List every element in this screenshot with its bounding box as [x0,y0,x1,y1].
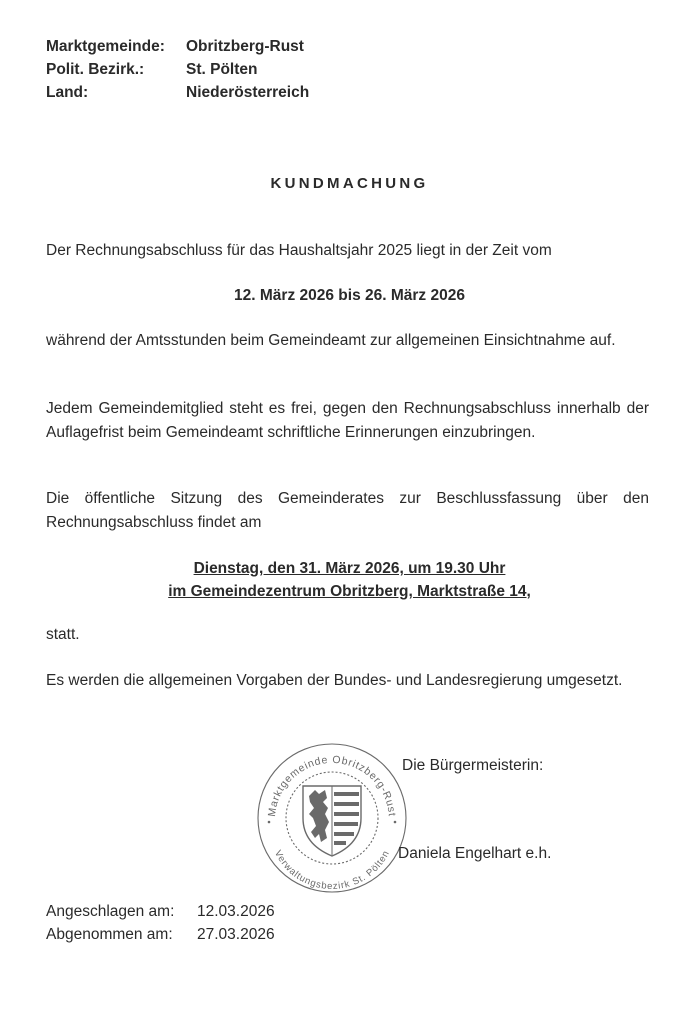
municipality-header [46,35,309,104]
header-row-district [46,58,309,81]
header-row-state [46,81,309,104]
paragraph-statt: statt. [46,626,80,643]
signature-title: Die Bürgermeisterin: [402,757,544,774]
footer-label: Abgenommen am: [46,926,173,943]
meeting-date-line: Dienstag, den 31. März 2026, um 19.30 Uhr [193,560,506,577]
paragraph-meeting-intro: Die öffentliche Sitzung des Gemeinderates zur Beschlussfassung über den Rechnungsabschluss findet am [46,490,649,531]
header-label: Land: [46,84,89,101]
footer-row-removed [46,923,275,946]
header-label: Marktgemeinde: [46,38,165,55]
footer-value: 27.03.2026 [197,926,275,943]
document-title: KUNDMACHUNG [270,175,429,192]
signature-name: Daniela Engelhart e.h. [398,845,552,862]
footer-label: Angeschlagen am: [46,903,175,920]
header-value: Niederösterreich [186,84,310,101]
paragraph-office-hours: während der Amtsstunden beim Gemeindeamt zur allgemeinen Einsichtnahme auf. [46,332,616,349]
inspection-dates: 12. März 2026 bis 26. März 2026 [234,287,465,304]
footer-value: 12.03.2026 [197,903,275,920]
meeting-location-line: im Gemeindezentrum Obritzberg, Marktstraße 14, [168,583,531,600]
meeting-details [0,557,699,603]
paragraph-objections: Jedem Gemeindemitglied steht es frei, gegen den Rechnungsabschluss innerhalb der Auflagefrist beim Gemeindeamt schriftliche Erinnerungen einzubringen. [46,400,649,441]
header-label: Polit. Bezirk.: [46,61,145,78]
coat-of-arms-icon [303,786,361,856]
posting-dates [46,900,275,946]
seal-text-bottom: Verwaltungsbezirk St. Pölten [271,848,393,893]
footer-row-posted [46,900,275,923]
header-value: St. Pölten [186,61,258,78]
seal-text-top: Marktgemeinde Obritzberg-Rust [265,753,398,818]
paragraph-regulations: Es werden die allgemeinen Vorgaben der Bundes- und Landesregierung umgesetzt. [46,672,623,689]
header-row-municipality [46,35,309,58]
paragraph-intro: Der Rechnungsabschluss für das Haushaltsjahr 2025 liegt in der Zeit vom [46,242,552,259]
municipal-seal-stamp [255,740,410,895]
header-value: Obritzberg-Rust [186,38,304,55]
